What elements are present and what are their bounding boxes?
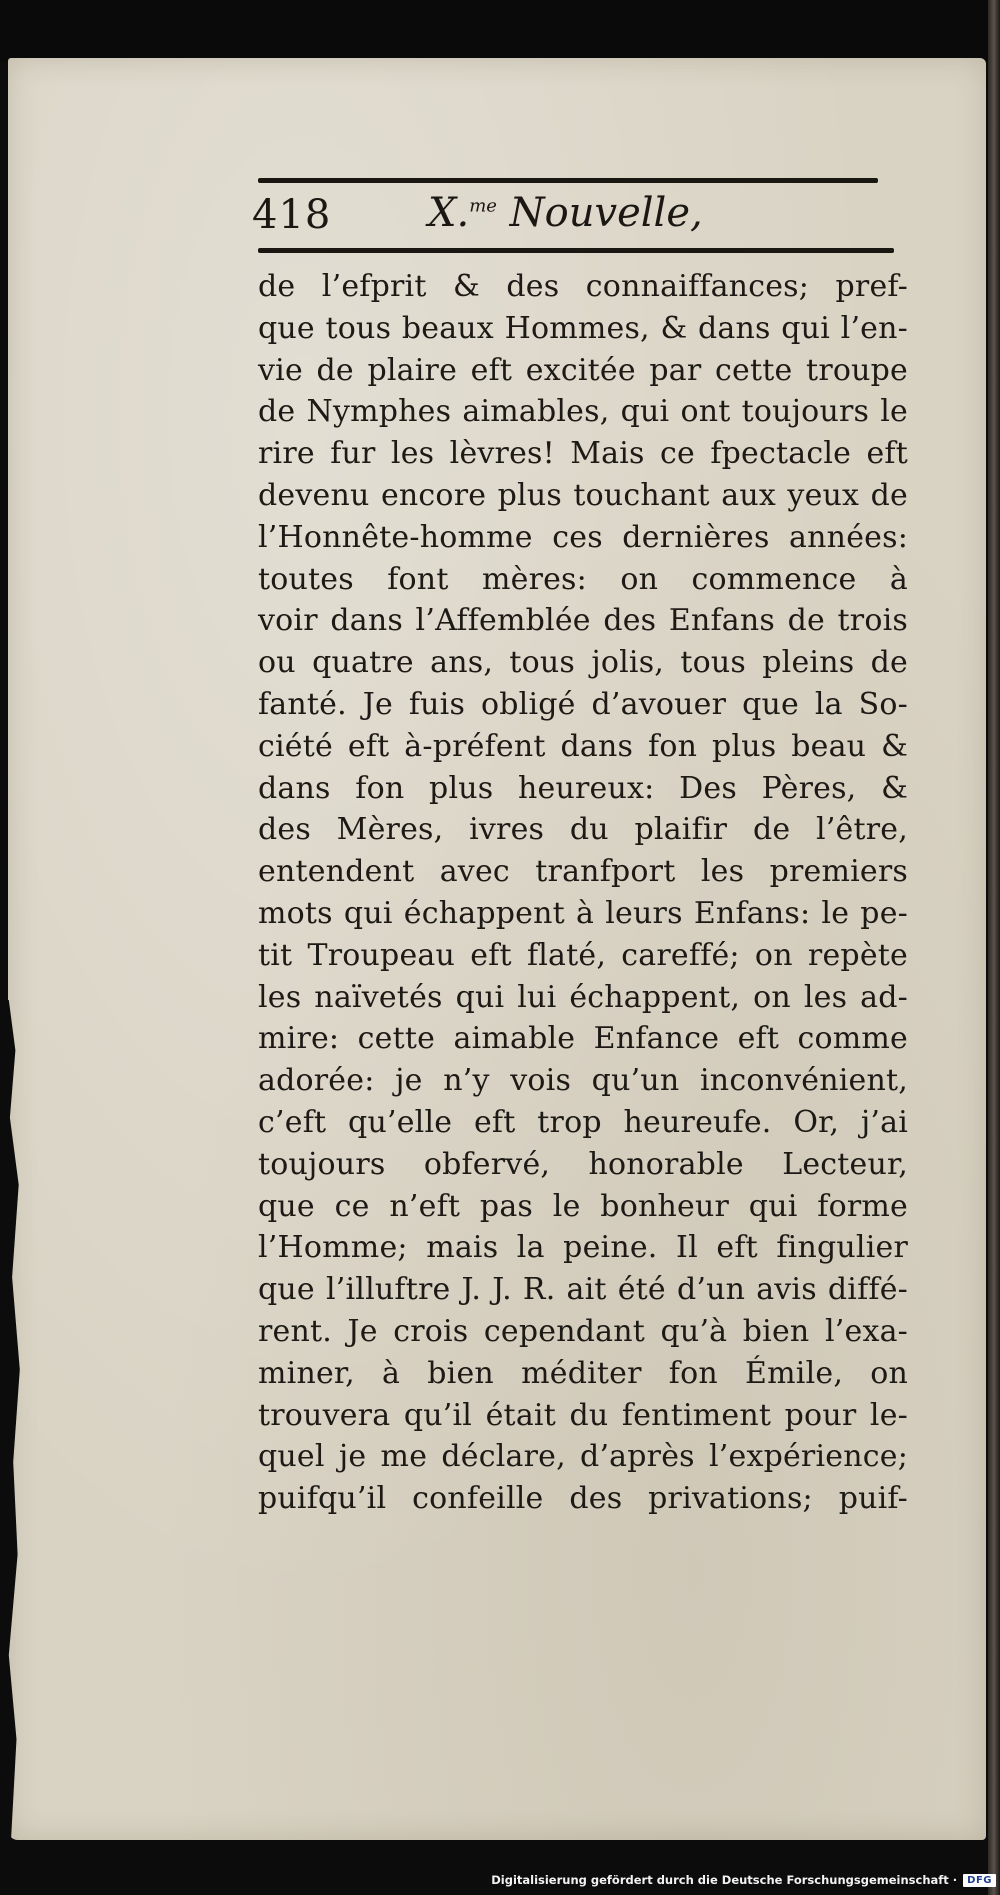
text-line: adorée: je n’y vois qu’un inconvénient, xyxy=(258,1063,908,1099)
running-head-sup: me xyxy=(469,195,497,217)
running-head-rest: Nouvelle, xyxy=(496,190,703,236)
text-line: quel je me déclare, d’après l’expérience; xyxy=(258,1439,908,1475)
text-line: de Nymphes aimables, qui ont toujours le xyxy=(258,394,908,430)
header-rule-bottom xyxy=(258,248,894,253)
text-line: rire fur les lèvres! Mais ce fpectacle eft xyxy=(258,436,908,472)
text-line: des Mères, ivres du plaifir de l’être, xyxy=(258,812,908,848)
dfg-logo: DFG xyxy=(963,1874,996,1887)
text-line: toujours obfervé, honorable Lecteur, xyxy=(258,1146,908,1182)
page-header xyxy=(252,186,892,246)
text-line: l’Honnête-homme ces dernières années: xyxy=(258,519,908,555)
text-line: entendent avec tranfport les premiers xyxy=(258,854,908,890)
text-line: c’eft qu’elle eft trop heureufe. Or, j’ai xyxy=(258,1104,908,1140)
text-line: voir dans l’Affemblée des Enfans de trois xyxy=(258,603,908,639)
text-line: mots qui échappent à leurs Enfans: le pe- xyxy=(258,895,908,931)
text-line: ou quatre ans, tous jolis, tous pleins de xyxy=(258,645,908,681)
scan-background-top xyxy=(0,0,1000,62)
body-text xyxy=(258,266,908,1520)
text-line: les naïvetés qui lui échappent, on les ad- xyxy=(258,979,908,1015)
text-line: devenu encore plus touchant aux yeux de xyxy=(258,477,908,513)
text-line: que l’illuftre J. J. R. ait été d’un avis diffé- xyxy=(258,1272,908,1308)
credit-text: Digitalisierung gefördert durch die Deutsche Forschungsgemeinschaft · xyxy=(491,1873,958,1887)
text-line: l’Homme; mais la peine. Il eft fingulier xyxy=(258,1230,908,1266)
text-line: trouvera qu’il était du fentiment pour le- xyxy=(258,1397,908,1433)
page-number: 418 xyxy=(252,192,332,238)
book-spine-edge xyxy=(988,0,1000,1895)
text-line: mire: cette aimable Enfance eft comme xyxy=(258,1021,908,1057)
text-line: tit Troupeau eft flaté, careffé; on repète xyxy=(258,937,908,973)
header-rule-top xyxy=(258,178,878,183)
text-line: de l’efprit & des connaiffances; pref- xyxy=(258,269,908,304)
digitization-credit xyxy=(491,1869,996,1891)
text-line: miner, à bien méditer fon Émile, on xyxy=(258,1355,908,1391)
running-head xyxy=(428,190,703,236)
text-line: rent. Je crois cependant qu’à bien l’exa- xyxy=(258,1313,908,1349)
text-line: dans fon plus heureux: Des Pères, & xyxy=(258,770,908,806)
text-line: fanté. Je fuis obligé d’avouer que la So- xyxy=(258,686,908,722)
text-line: que tous beaux Hommes, & dans qui l’en- xyxy=(258,310,908,346)
text-line: toutes font mères: on commence à xyxy=(258,561,908,597)
text-line: puifqu’il confeille des privations; puif- xyxy=(258,1481,908,1517)
text-line: vie de plaire eft excitée par cette troupe xyxy=(258,352,908,388)
running-head-main: X. xyxy=(428,190,470,236)
text-line: ciété eft à-préfent dans fon plus beau & xyxy=(258,728,908,764)
text-line: que ce n’eft pas le bonheur qui forme xyxy=(258,1188,908,1224)
